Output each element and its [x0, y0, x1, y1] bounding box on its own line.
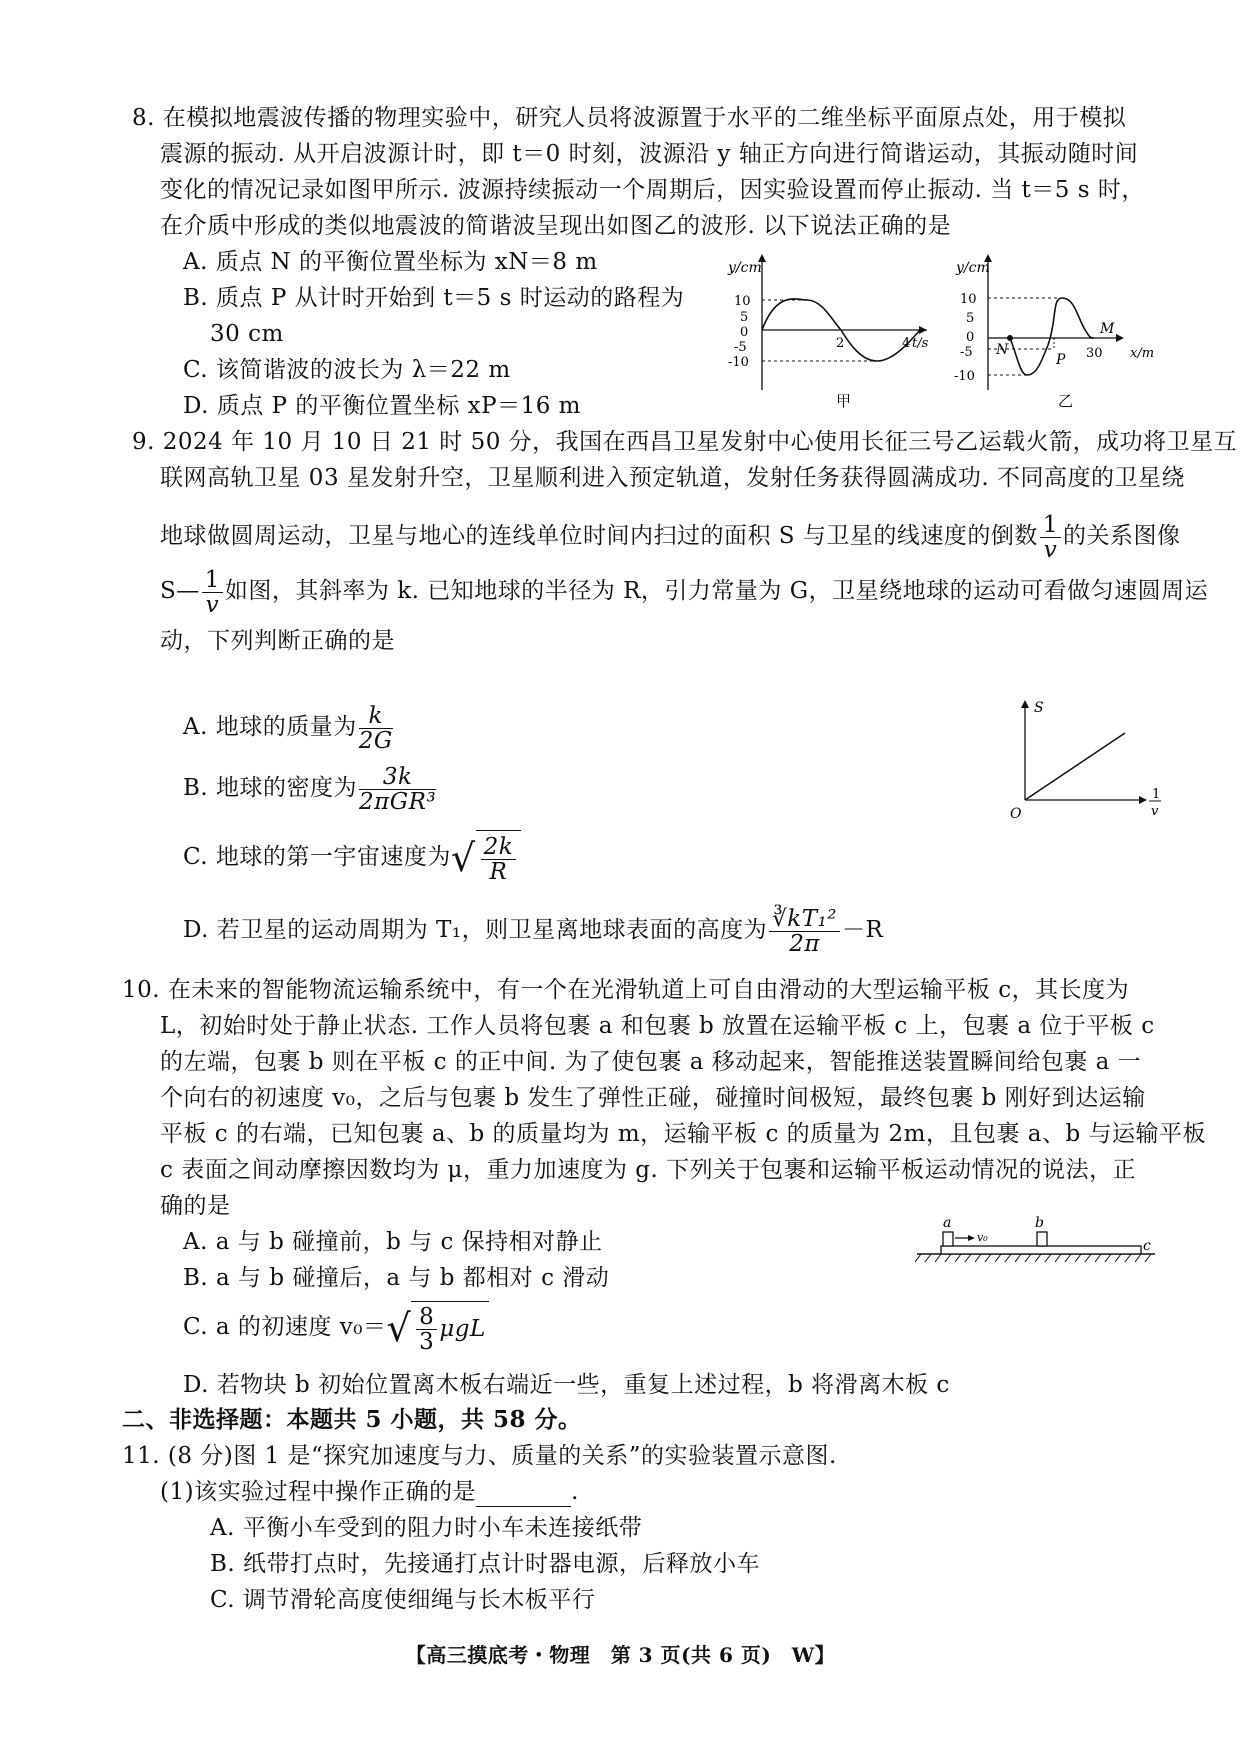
frac-num: k	[359, 704, 393, 729]
q9-option-a-frac	[359, 704, 393, 753]
q8-option-b-cont: 30 cm	[210, 321, 284, 347]
jia-ytick-neg5: -5	[734, 340, 747, 355]
yi-ylabel: y/cm	[956, 260, 990, 276]
q10-option-c-frac	[416, 1305, 437, 1354]
s-graph-line	[1025, 733, 1125, 800]
q8-option-b: B. 质点 P 从计时开始到 t＝5 s 时运动的路程为	[183, 285, 685, 311]
jia-ylabel: y/cm	[728, 260, 762, 276]
q9-option-c-label: C. 地球的第一宇宙速度为	[183, 844, 451, 870]
frac-num: ∛kT₁²	[769, 907, 840, 932]
q8-stem-line2: 震源的振动. 从开启波源计时，即 t＝0 时刻，波源沿 y 轴正方向进行简谐运动，其振动随时间	[160, 141, 1139, 167]
frac-den: 2π	[789, 930, 820, 957]
q10-option-a: A. a 与 b 碰撞前，b 与 c 保持相对静止	[183, 1229, 603, 1255]
q10-stem-line1: 10. 在未来的智能物流运输系统中，有一个在光滑轨道上可自由滑动的大型运输平板 c，其长度为	[122, 977, 1130, 1003]
q10-option-d: D. 若物块 b 初始位置离木板右端近一些，重复上述过程，b 将滑离木板 c	[183, 1372, 950, 1398]
q10-stem-line4: 个向右的初速度 v₀，之后与包裹 b 发生了弹性正碰，碰撞时间极短，最终包裹 b 刚好到达运输	[160, 1085, 1146, 1111]
label-a: a	[943, 1215, 952, 1231]
s-graph-xlabel-den: v	[1151, 804, 1159, 819]
sqrt-sign: √	[386, 1306, 412, 1351]
yi-caption: 乙	[1058, 392, 1074, 410]
yi-xtick-30: 30	[1086, 346, 1103, 361]
q10-stem-line5: 平板 c 的右端，已知包裹 a、b 的质量均为 m，运输平板 c 的质量为 2m，且包裹 a、b 与运输平板	[160, 1121, 1206, 1147]
yi-ytick-10: 10	[960, 292, 977, 307]
q9-option-c-frac	[481, 835, 517, 884]
jia-caption: 甲	[836, 392, 852, 410]
jia-t-arrow	[919, 326, 927, 334]
q8-option-a: A. 质点 N 的平衡位置坐标为 xN＝8 m	[183, 249, 598, 275]
figure-yi-wave-graph	[952, 250, 1182, 420]
board-c	[941, 1246, 1141, 1254]
package-a	[943, 1232, 953, 1246]
jia-ytick-0: 0	[740, 325, 749, 340]
label-c: c	[1143, 1238, 1151, 1254]
q11-option-c: C. 调节滑轮高度使细绳与长木板平行	[210, 1587, 596, 1613]
q9-option-d-label: D. 若卫星的运动周期为 T₁，则卫星离地球表面的高度为	[183, 917, 768, 943]
q10-stem-line3: 的左端，包裹 b 则在平板 c 的正中间. 为了使包裹 a 移动起来，智能推送装置瞬间给包裹 a 一	[160, 1049, 1142, 1075]
q10-option-c-label: C. a 的初速度 v₀＝	[183, 1314, 387, 1340]
q10-stem-line7: 确的是	[160, 1193, 231, 1219]
q9-frac-one-over-v	[1040, 513, 1061, 562]
frac-den: 2G	[358, 727, 393, 754]
velocity-arrow-head	[968, 1235, 975, 1241]
q10-stem-line2: L，初始时处于静止状态. 工作人员将包裹 a 和包裹 b 放置在运输平板 c 上，包裹 a 位于平板 c	[160, 1013, 1155, 1039]
answer-blank[interactable]	[476, 1484, 571, 1507]
q9-option-c	[183, 829, 521, 887]
s-graph-y-arrow	[1021, 700, 1029, 708]
q9-stem-line4	[160, 566, 1208, 617]
q10-stem-line6: c 表面之间动摩擦因数均为 μ，重力加速度为 g. 下列关于包裹和运输平板运动情况的说法，正	[160, 1157, 1137, 1183]
q9-option-d	[183, 902, 883, 958]
yi-ytick-0: 0	[966, 330, 975, 345]
sqrt-sign: √	[450, 836, 476, 881]
q9-stem-line3-post: 的关系图像	[1063, 523, 1181, 549]
yi-point-n-dot	[1007, 335, 1013, 341]
track-hatching	[915, 1254, 1151, 1262]
frac-den: v	[205, 591, 220, 618]
q9-stem-line4-post: 如图，其斜率为 k. 已知地球的半径为 R，引力常量为 G，卫星绕地球的运动可看做匀速圆周运	[224, 578, 1209, 604]
q10-option-b: B. a 与 b 碰撞后，a 与 b 都相对 c 滑动	[183, 1265, 610, 1291]
q11-option-b: B. 纸带打点时，先接通打点计时器电源，后释放小车	[210, 1551, 761, 1577]
q9-option-b-frac	[359, 765, 436, 814]
package-b	[1037, 1232, 1047, 1246]
frac-num: 2k	[481, 835, 517, 860]
yi-ytick-5: 5	[966, 311, 975, 326]
q11-stem: 11. (8 分)图 1 是“探究加速度与力、质量的关系”的实验装置示意图.	[122, 1443, 837, 1469]
yi-x-arrow	[1116, 334, 1124, 342]
s-graph-x-arrow	[1139, 796, 1147, 804]
s-graph-origin: O	[1010, 806, 1022, 822]
frac-den: v	[1043, 536, 1058, 563]
q9-stem-line3	[160, 511, 1181, 562]
s-graph-xlabel-num: 1	[1152, 787, 1161, 802]
frac-den: 2πGR³	[359, 788, 437, 815]
figure-jia-vibration-graph	[722, 250, 932, 420]
frac-den: 3	[419, 1329, 435, 1356]
s-graph-ylabel: S	[1034, 700, 1044, 716]
q9-option-a	[183, 702, 395, 753]
figure-board-packages	[915, 1208, 1165, 1268]
q11-sub1-text: (1)该实验过程中操作正确的是	[160, 1479, 477, 1505]
frac-num: 3k	[359, 765, 436, 790]
frac-num: 8	[416, 1305, 437, 1330]
page-footer: 【高三摸底考・物理 第 3 页(共 6 页) W】	[405, 1643, 836, 1667]
q8-option-c: C. 该简谐波的波长为 λ＝22 m	[183, 357, 511, 383]
jia-xtick-4: 4	[902, 336, 911, 351]
jia-ytick-5: 5	[740, 310, 749, 325]
yi-ytick-neg10: -10	[954, 369, 975, 384]
q9-stem-line4-pre: S—	[160, 578, 200, 604]
yi-label-m: M	[1100, 321, 1115, 337]
frac-num: 1	[1040, 513, 1061, 538]
q8-stem-line3: 变化的情况记录如图甲所示. 波源持续振动一个周期后，因实验设置而停止振动. 当 t＝5 s 时，	[160, 177, 1145, 203]
q9-stem-line3-pre: 地球做圆周运动，卫星与地心的连线单位时间内扫过的面积 S 与卫星的线速度的倒数	[160, 523, 1038, 549]
section-2-heading: 二、非选择题：本题共 5 小题，共 58 分。	[122, 1406, 582, 1433]
yi-wave-curve	[1010, 298, 1094, 375]
label-b: b	[1035, 1215, 1044, 1231]
figure-s-vs-inverse-v	[1010, 690, 1180, 830]
q9-option-a-label: A. 地球的质量为	[183, 714, 357, 740]
jia-xtick-2: 2	[836, 336, 845, 351]
q9-stem-line2: 联网高轨卫星 03 星发射升空，卫星顺利进入预定轨道，发射任务获得圆满成功. 不同高度的卫星绕	[160, 465, 1186, 491]
q11-sub1-end: .	[571, 1479, 579, 1505]
q11-sub1	[160, 1477, 579, 1507]
yi-ytick-neg5: -5	[960, 345, 973, 360]
yi-label-n: N	[996, 342, 1009, 358]
yi-xlabel: x/m	[1130, 346, 1155, 361]
q9-option-d-tail: －R	[842, 917, 884, 943]
q9-stem-line5: 动，下列判断正确的是	[160, 628, 395, 654]
q9-frac-one-over-v-2	[202, 568, 223, 617]
q9-stem-line1: 9. 2024 年 10 月 10 日 21 时 50 分，我国在西昌卫星发射中心使用长征三号乙运载火箭，成功将卫星互	[132, 429, 1238, 455]
label-v0: v₀	[977, 1231, 988, 1244]
q10-option-c-sqrt	[386, 1300, 488, 1356]
q9-option-b	[183, 763, 438, 814]
jia-ytick-neg10: -10	[728, 355, 749, 370]
q11-option-a: A. 平衡小车受到的阻力时小车未连接纸带	[210, 1515, 643, 1541]
q9-option-b-label: B. 地球的密度为	[183, 775, 358, 801]
q10-option-c-tail: μgL	[439, 1315, 486, 1342]
yi-label-p: P	[1056, 352, 1066, 368]
q8-option-d: D. 质点 P 的平衡位置坐标 xP＝16 m	[183, 393, 581, 419]
jia-xlabel: t/s	[912, 336, 929, 351]
q8-stem-line1: 8. 在模拟地震波传播的物理实验中，研究人员将波源置于水平的二维坐标平面原点处，用于模拟	[132, 105, 1127, 131]
q9-option-d-frac	[769, 907, 840, 956]
q10-option-c	[183, 1300, 489, 1356]
frac-den: R	[489, 859, 508, 886]
frac-num: 1	[202, 568, 223, 593]
q9-option-c-sqrt	[451, 829, 521, 887]
jia-ytick-10: 10	[734, 294, 751, 309]
q8-stem-line4: 在介质中形成的类似地震波的简谐波呈现出如图乙的波形. 以下说法正确的是	[160, 213, 952, 239]
